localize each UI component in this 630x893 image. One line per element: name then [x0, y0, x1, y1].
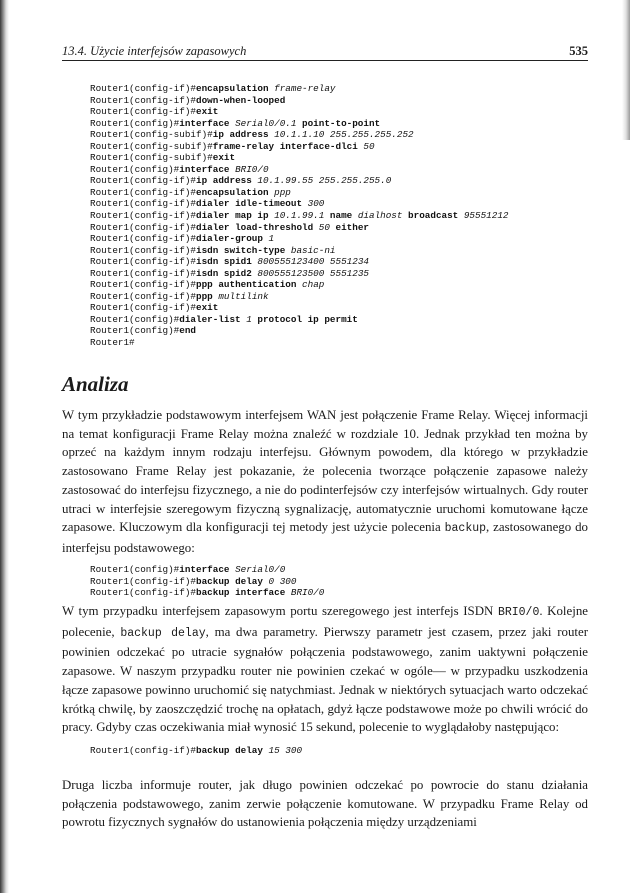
code-prompt: Router1(config-if)#	[90, 186, 197, 198]
code-command: name	[329, 210, 358, 222]
code-command: down-when-looped	[196, 94, 286, 106]
text-run: Druga liczba informuje router, jak długo powinien odczekać po powrocie do stanu działania połączenia podstawowego, zanim zerwie połączenie komutowane. W przypadku Frame Relay od powrotu fizycznych sygnałów do ustanowienia połączenia między urządzeniami	[62, 778, 588, 830]
code-command: protocol ip permit	[257, 313, 358, 325]
code-line	[90, 576, 324, 588]
code-prompt: Router1(config)#	[90, 564, 180, 575]
code-prompt: Router1(config)#	[90, 313, 180, 325]
code-line	[90, 129, 508, 141]
code-argument: 50	[363, 140, 375, 152]
code-prompt: Router1(config-if)#	[90, 106, 197, 118]
code-command: isdn spid2	[196, 267, 258, 279]
code-command: frame-relay interface-dlci	[212, 140, 364, 152]
code-line	[90, 83, 508, 95]
code-line	[90, 302, 508, 314]
code-block-delay	[90, 745, 302, 757]
code-prompt: Router1(config-if)#	[90, 221, 197, 233]
inline-code: backup delay	[120, 626, 206, 640]
code-line	[90, 187, 508, 199]
code-prompt: Router1(config-subif)#	[90, 140, 213, 152]
code-argument: Serial0/0	[235, 564, 286, 575]
code-prompt: Router1(config)#	[90, 163, 180, 175]
code-argument: 0 300	[268, 575, 297, 587]
code-command: exit	[196, 106, 219, 118]
code-line	[90, 325, 508, 337]
chapter-title: 13.4. Użycie interfejsów zapasowych	[62, 44, 247, 58]
code-prompt: Router1(config-if)#	[90, 233, 197, 245]
code-argument: BRI0/0	[290, 587, 325, 599]
code-line	[90, 95, 508, 107]
code-argument: frame-relay	[274, 83, 336, 94]
code-command: ppp	[196, 290, 219, 302]
code-argument: Serial0/0.1	[235, 117, 303, 129]
text-run: W tym przykładzie podstawowym interfejsem WAN jest połączenie Frame Relay. Więcej informacji na temat konfiguracji Frame Relay można znaleźć w rozdziale 10. Jednak przykład ten można by oprzeć na każdym innym rodzaju interfejsu. Głównym powodem, dla którego w przykładzie zastosowano Frame Relay jest pokazanie, że polecenia tworzące połączenie zapasowe należy zastosować do interfejsu fizycznego, a nie do podinterfejsów czy interfejsów wirtualnych. Gdy router utraci w interfejsie szeregowym fizyczną sygnalizację, automatycznie uruchomi komutowane łącze zapasowe. Kluczowym dla konfiguracji tej metody jest użycie polecenia	[62, 408, 588, 535]
code-line	[90, 564, 324, 576]
code-line	[90, 198, 508, 210]
code-command: backup delay	[196, 745, 269, 756]
code-line	[90, 279, 508, 291]
code-prompt: Router1(config-if)#	[90, 94, 197, 106]
code-command: dialer load-threshold	[196, 221, 319, 233]
code-command: either	[335, 221, 369, 233]
code-command: interface	[179, 117, 236, 129]
code-prompt: Router1(config)#	[90, 117, 180, 129]
code-command: ppp authentication	[196, 279, 303, 291]
code-argument: 15 300	[268, 745, 303, 756]
code-command: encapsulation	[196, 186, 275, 198]
code-line	[90, 745, 302, 757]
code-command: encapsulation	[196, 83, 275, 94]
code-line	[90, 314, 508, 326]
text-run: . Kolejne polecenie,	[62, 604, 588, 639]
code-block-backup	[90, 564, 324, 599]
paragraph-2	[62, 602, 588, 737]
section-heading: Analiza	[62, 372, 129, 396]
code-prompt: Router1(config-if)#	[90, 279, 197, 291]
inline-code: backup	[444, 522, 487, 536]
code-argument: 1	[246, 313, 258, 325]
code-line	[90, 268, 508, 280]
running-header	[62, 44, 588, 61]
code-argument: 800555123500 5551235	[257, 267, 369, 279]
code-line	[90, 337, 508, 349]
code-prompt: Router1(config-if)#	[90, 267, 197, 279]
code-command: point-to-point	[302, 117, 381, 129]
scan-edge-right	[622, 0, 630, 140]
code-prompt: Router1(config-if)#	[90, 587, 197, 599]
code-argument: 10.1.99.1	[274, 210, 330, 222]
code-prompt: Router1(config-subif)#	[90, 129, 213, 141]
code-command: ip address	[196, 175, 258, 187]
code-command: dialer-list	[179, 313, 247, 325]
code-argument: chap	[302, 279, 325, 291]
text-run: , ma dwa parametry. Pierwszy parametr jest czasem, przez jaki router powinien odczekać po utracie sygnałów połączenia podstawowego, zanim uaktywni połączenie zapasowe. W naszym przypadku router nie powinien czekać w ogóle— w przypadku uszkodzenia łącze zapasowe powinno uruchomić się natychmiast. Jednak w niektórych sytuacjach warto odczekać krótką chwilę, by zaoszczędzić trochę na opłatach, gdyż łącze podstawowe może po chwili wrócić do pracy. Gdyby czas oczekiwania miał wynosić 15 sekund, polecenie to wyglądałoby następująco:	[62, 624, 588, 735]
code-block-config	[90, 83, 508, 349]
code-command: exit	[212, 152, 236, 164]
code-prompt: Router1(config-if)#	[90, 745, 197, 756]
code-prompt: Router1(config-if)#	[90, 290, 197, 302]
code-line	[90, 152, 508, 164]
code-line	[90, 256, 508, 268]
paragraph-1	[62, 406, 588, 558]
code-line	[90, 233, 508, 245]
scan-edge-left	[0, 0, 9, 893]
code-argument: 50	[318, 221, 336, 233]
code-prompt: Router1#	[90, 337, 135, 349]
code-argument: 10.1.99.55 255.255.255.0	[257, 175, 392, 187]
code-prompt: Router1(config-if)#	[90, 175, 197, 187]
page-number: 535	[569, 44, 588, 58]
code-argument: basic-ni	[290, 244, 336, 256]
code-argument: 10.1.1.10 255.255.255.252	[274, 129, 414, 141]
text-run: W tym przypadku interfejsem zapasowym portu szeregowego jest interfejs ISDN	[62, 604, 498, 618]
code-line	[90, 291, 508, 303]
code-prompt: Router1(config-if)#	[90, 575, 197, 587]
code-prompt: Router1(config)#	[90, 325, 180, 337]
code-command: isdn switch-type	[196, 244, 291, 256]
code-prompt: Router1(config-if)#	[90, 244, 197, 256]
paragraph-3	[62, 776, 588, 832]
code-command: backup delay	[196, 575, 269, 587]
code-command: isdn spid1	[196, 256, 258, 268]
code-command: ip address	[212, 129, 275, 141]
code-line	[90, 587, 324, 599]
code-prompt: Router1(config-if)#	[90, 256, 197, 268]
code-line	[90, 245, 508, 257]
code-prompt: Router1(config-subif)#	[90, 152, 213, 164]
inline-code: BRI0/0	[497, 606, 540, 619]
code-prompt: Router1(config-if)#	[90, 198, 197, 210]
code-line	[90, 210, 508, 222]
code-prompt: Router1(config-if)#	[90, 83, 197, 94]
code-prompt: Router1(config-if)#	[90, 210, 197, 222]
code-command: dialer idle-timeout	[196, 198, 308, 210]
code-line	[90, 175, 508, 187]
code-command: broadcast	[408, 210, 464, 222]
code-argument: dialhost	[357, 210, 409, 222]
code-argument: 800555123400 5551234	[257, 256, 369, 268]
code-command: dialer-group	[196, 233, 269, 245]
code-prompt: Router1(config-if)#	[90, 302, 197, 314]
code-command: backup interface	[196, 587, 291, 599]
code-argument: ppp	[274, 186, 291, 198]
code-argument: multilink	[218, 290, 269, 302]
code-line	[90, 141, 508, 153]
code-line	[90, 106, 508, 118]
code-command: end	[179, 325, 197, 337]
code-command: exit	[196, 302, 219, 314]
code-argument: BRI0/0	[235, 163, 269, 175]
code-argument: 1	[268, 233, 275, 245]
code-line	[90, 222, 508, 234]
code-argument: 95551212	[463, 210, 509, 222]
text-run: , zastosowanego do interfejsu podstawowego:	[62, 520, 588, 555]
code-command: interface	[179, 564, 236, 575]
code-command: dialer map ip	[196, 210, 275, 222]
code-command: interface	[179, 163, 236, 175]
code-line	[90, 164, 508, 176]
code-line	[90, 118, 508, 130]
code-argument: 300	[307, 198, 325, 210]
